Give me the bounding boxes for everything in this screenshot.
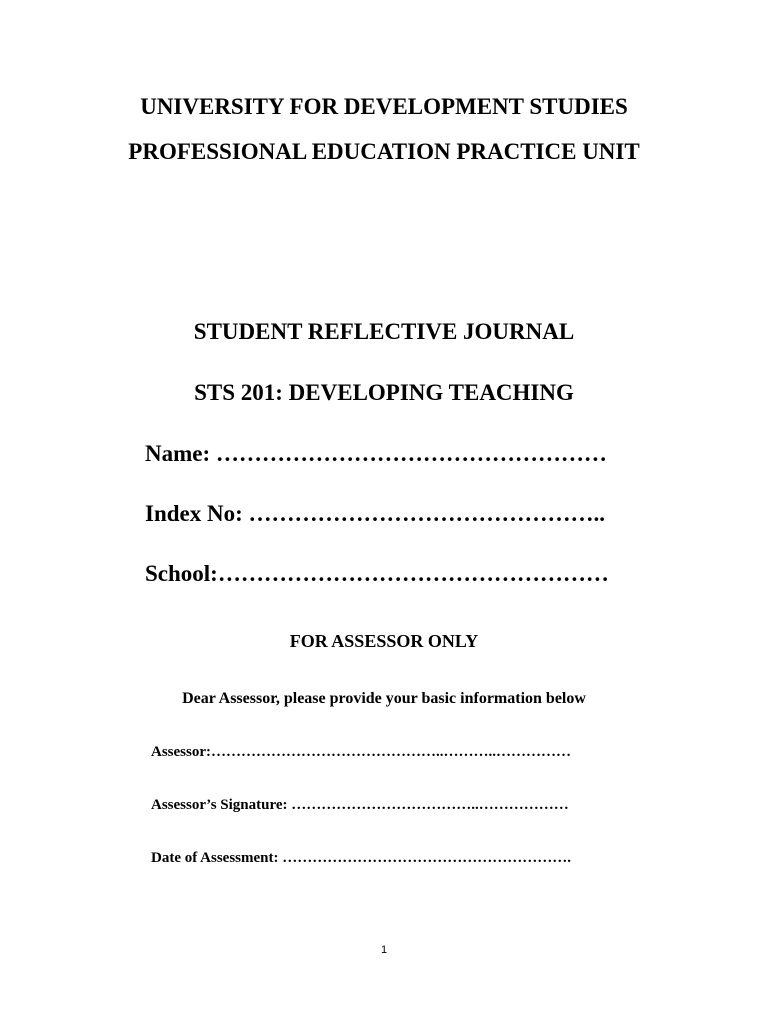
unit-title: PROFESSIONAL EDUCATION PRACTICE UNIT bbox=[128, 139, 640, 164]
student-index-field[interactable]: Index No: ……………………………………….. bbox=[145, 501, 606, 526]
student-school-field[interactable]: School:…………………………………………… bbox=[145, 561, 609, 586]
page-number: 1 bbox=[380, 944, 388, 956]
assessor-name-field[interactable]: Assessor:………………………………………..………..…………… bbox=[151, 744, 571, 760]
journal-title: STUDENT REFLECTIVE JOURNAL bbox=[193, 319, 575, 344]
assessment-date-field[interactable]: Date of Assessment: …………………………………………………. bbox=[151, 850, 571, 866]
course-title: STS 201: DEVELOPING TEACHING bbox=[194, 380, 574, 405]
student-name-field[interactable]: Name: …………………………………………… bbox=[145, 441, 607, 466]
university-title: UNIVERSITY FOR DEVELOPMENT STUDIES bbox=[140, 94, 628, 119]
assessor-intro: Dear Assessor, please provide your basic information below bbox=[182, 690, 586, 707]
assessor-signature-field[interactable]: Assessor’s Signature: ………………………………..……………… bbox=[151, 797, 569, 813]
assessor-heading: FOR ASSESSOR ONLY bbox=[289, 631, 479, 651]
